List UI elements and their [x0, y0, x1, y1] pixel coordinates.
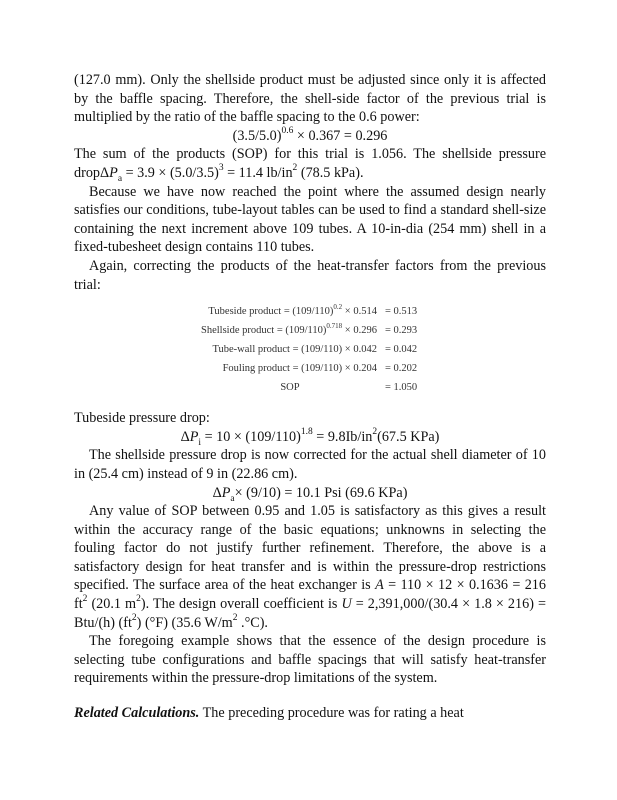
paragraph-4: Again, correcting the products of the heat-transfer factors from the previous trial: [74, 257, 546, 293]
row-value: = 0.042 [384, 344, 418, 356]
paragraph-5: Tubeside pressure drop: [74, 410, 210, 427]
sop-label: SOP [280, 382, 300, 394]
sop-table [201, 304, 417, 399]
row-value: = 0.202 [384, 363, 418, 375]
paragraph-3: Because we have now reached the point where the assumed design nearly satisfies our conditions, tube-layout tables can be used to find a standard shell-size containing the next increment above 109 tubes. A 10-in-dia (254 mm) shell in a fixed-tubesheet design contains 110 tubes. [74, 183, 546, 256]
paragraph-7: Any value of SOP between 0.95 and 1.05 is satisfactory as this gives a result within the accuracy range of the basic equations; unknowns in selecting the fouling factor do not justify further refinement. Therefore, the above is a satisfactory design for heat transfer and is within the pressure-drop restrictions specified. The surface area of the heat exchanger is A = 110 × 12 × 0.1636 = 216 $ft^2$ (20.1 $m^2$). The design overall coefficient is U = 2,391,000/(30.4 × 1.8 × 216) = Btu/(h) $(ft^2)$ (°F) (35.6 $W/m^2$ .°C). [74, 503, 546, 631]
paragraph-2: The sum of the products (SOP) for this trial is 1.056. The shellside pressure dropΔP$_a$ = $3.9 \times (5.0/3.5)^3 = 11.4$ $lb/in^2$ (78.5 kPa). [74, 146, 546, 184]
table-row-sop [201, 380, 417, 399]
row-label: Shellside product = $(109/110)^{0.718} \times 0.296$ [201, 321, 377, 337]
table-row [201, 304, 417, 323]
table-row [201, 323, 417, 342]
section-gap [74, 688, 546, 704]
sop-value: = 1.050 [384, 382, 418, 394]
section-heading: Related Calculations. [74, 705, 200, 722]
body-text [74, 71, 546, 723]
paragraph-6: The shellside pressure drop is now corrected for the actual shell diameter of 10 in (25.4 cm) instead of 9 in (22.86 cm). [74, 447, 546, 482]
row-label: Tube-wall product = (109/110) × 0.042 [212, 344, 377, 356]
paragraph-8: The foregoing example shows that the essence of the design procedure is selecting tube configurations and baffle spacings that will satisfy heat-transfer requirements within the pressure-drop limitations of the system. [74, 633, 546, 687]
row-label: Tubeside product = $(109/110)^{0.2} \times 0.514$ [208, 302, 377, 318]
row-value: = 0.513 [384, 306, 418, 318]
table-row [201, 342, 417, 361]
equation-shellside-factor: $(3.5/5.0)^{0.6} \times 0.367 = 0.296$ [232, 126, 388, 144]
table-row [201, 361, 417, 380]
row-label: Fouling product = (109/110) × 0.204 [222, 363, 377, 375]
row-value: = 0.293 [384, 325, 418, 337]
paragraph-related-calculations: Related Calculations. The preceding procedure was for rating a heat [74, 705, 464, 722]
paragraph-1: (127.0 mm). Only the shellside product must be adjusted since only it is affected by the baffle spacing. Therefore, the shell-side factor of the previous trial is multiplied by the ratio of the baffle spacing to the 0.6 power: [74, 72, 546, 126]
equation-tubeside-pressure: $\Delta P_i = 10 \times (109/110)^{1.8} = 9.8Ib/in^2(67.5$ KPa) [180, 426, 440, 448]
equation-shellside-corrected: $\Delta P_a\times (9/10) = 10.1$ Psi (69.6 KPa) [212, 484, 408, 504]
